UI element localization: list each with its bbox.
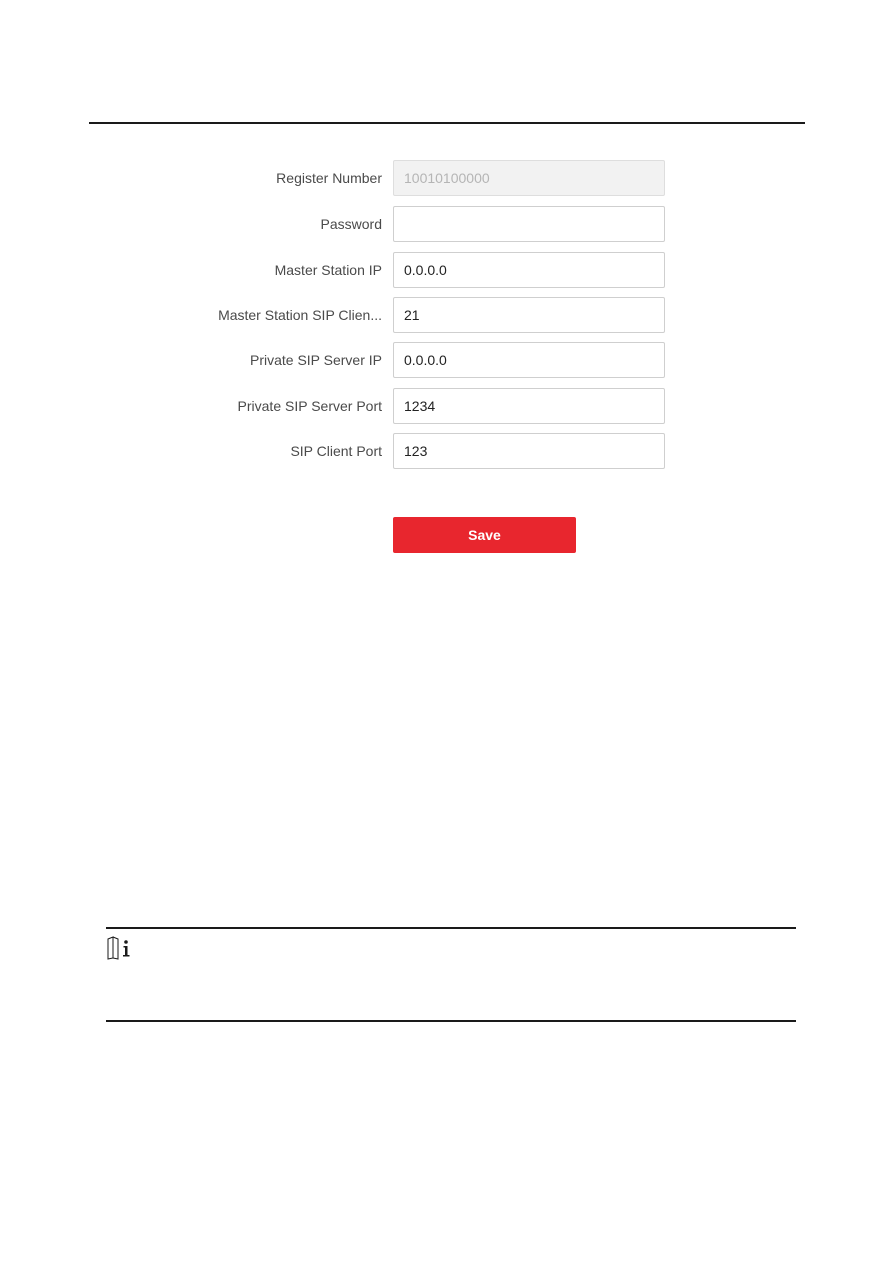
form-row-register-number [0,160,883,196]
form-row-private-sip-server-ip [0,342,883,378]
private-sip-server-port-label: Private SIP Server Port [237,398,382,414]
master-station-ip-label: Master Station IP [274,262,382,278]
password-label: Password [320,216,382,232]
save-button[interactable]: Save [393,517,576,553]
master-station-sip-client-label: Master Station SIP Clien... [218,307,382,323]
sip-client-port-field[interactable] [393,433,665,469]
form-row-password [0,206,883,242]
private-sip-server-ip-field[interactable] [393,342,665,378]
private-sip-server-ip-label: Private SIP Server IP [249,352,382,368]
register-number-field[interactable] [393,160,665,196]
form-row-master-station-ip [0,252,883,288]
form-row-private-sip-server-port [0,388,883,424]
private-sip-server-port-field[interactable] [393,388,665,424]
master-station-ip-field[interactable] [393,252,665,288]
form-row-master-station-sip-client-port [0,297,883,333]
note-top-divider [106,927,796,929]
note-book-info-icon [107,936,139,960]
header-divider [89,122,805,124]
form-row-sip-client-port [0,433,883,469]
master-station-sip-client-port-field[interactable] [393,297,665,333]
sip-client-port-label: SIP Client Port [290,443,382,459]
register-number-label: Register Number [276,170,382,186]
note-bottom-divider [106,1020,796,1022]
password-field[interactable] [393,206,665,242]
